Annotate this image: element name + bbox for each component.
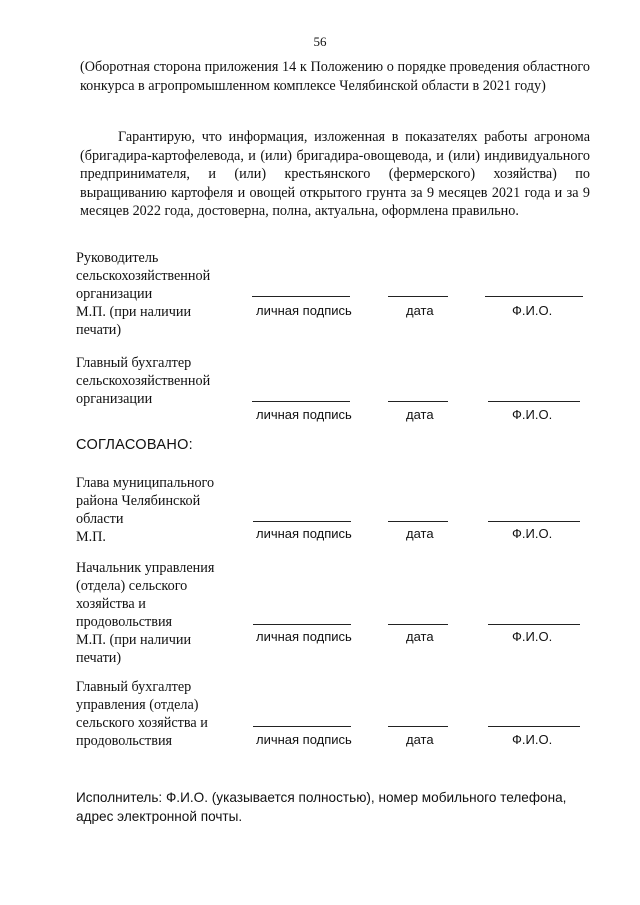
signature-line	[253, 521, 351, 522]
signatory-label-line: (отдела) сельского	[76, 578, 188, 594]
signatory-label-line: Главный бухгалтер	[76, 355, 192, 371]
date-caption: дата	[406, 303, 434, 318]
signature-caption: личная подпись	[256, 526, 352, 541]
date-line	[388, 401, 448, 402]
date-caption: дата	[406, 526, 434, 541]
signatory-label-line: сельскохозяйственной	[76, 373, 211, 389]
signatory-head-of-organization	[76, 249, 246, 339]
appendix-header-note: (Оборотная сторона приложения 14 к Положению о порядке проведения областного конкурса в агропромышленном комплексе Челябинской области в 2021 году)	[80, 59, 590, 94]
signatory-label-line: Главный бухгалтер	[76, 679, 192, 695]
signatory-label-line: печати)	[76, 650, 122, 666]
signatory-department-chief-accountant	[76, 678, 246, 750]
signature-caption: личная подпись	[256, 629, 352, 644]
signatory-department-head	[76, 559, 246, 667]
signatory-label-line: сельского хозяйства и	[76, 715, 208, 731]
name-caption: Ф.И.О.	[512, 407, 553, 422]
signatory-chief-accountant	[76, 354, 246, 408]
signatory-label-line: Руководитель	[76, 250, 159, 266]
signature-line	[252, 401, 350, 402]
signature-line	[253, 624, 351, 625]
name-line	[488, 521, 580, 522]
signature-caption: личная подпись	[256, 303, 352, 318]
name-caption: Ф.И.О.	[512, 303, 553, 318]
signatory-label-line: Начальник управления	[76, 560, 215, 576]
date-line	[388, 521, 448, 522]
signature-line	[252, 296, 350, 297]
signatory-label-line: М.П. (при наличии	[76, 632, 192, 648]
signatory-label-line: хозяйства и	[76, 596, 146, 612]
signatory-municipal-head	[76, 474, 246, 546]
date-caption: дата	[406, 732, 434, 747]
name-caption: Ф.И.О.	[512, 526, 553, 541]
name-line	[488, 401, 580, 402]
signatory-label-line: организации	[76, 391, 153, 407]
page-number: 56	[313, 34, 327, 49]
name-line	[488, 624, 580, 625]
signatory-label-line: печати)	[76, 322, 122, 338]
signatory-label-line: области	[76, 511, 124, 527]
agreed-heading: СОГЛАСОВАНО:	[76, 437, 194, 453]
name-caption: Ф.И.О.	[512, 732, 553, 747]
signatory-label-line: продовольствия	[76, 733, 173, 749]
executor-note: Исполнитель: Ф.И.О. (указывается полностью), номер мобильного телефона, адрес электронной почты.	[76, 790, 567, 824]
signature-line	[253, 726, 351, 727]
signature-caption: личная подпись	[256, 732, 352, 747]
name-caption: Ф.И.О.	[512, 629, 553, 644]
date-caption: дата	[406, 629, 434, 644]
name-line	[485, 296, 583, 297]
date-caption: дата	[406, 407, 434, 422]
signatory-label-line: М.П.	[76, 529, 106, 545]
guarantee-paragraph: Гарантирую, что информация, изложенная в показателях работы агронома (бригадира-картофелевода, и (или) бригадира-овощевода, и (или) индивидуального предпринимателя, и (или) крестьянского (фермерского) хозяйства) по выращиванию картофеля и овощей открытого грунта за 9 месяцев 2021 года и за 9 месяцев 2022 года, достоверна, полна, актуальна, оформлена правильно.	[80, 129, 590, 219]
signatory-label-line: организации	[76, 286, 153, 302]
date-line	[388, 624, 448, 625]
signatory-label-line: М.П. (при наличии	[76, 304, 192, 320]
signature-caption: личная подпись	[256, 407, 352, 422]
signatory-label-line: управления (отдела)	[76, 697, 199, 713]
name-line	[488, 726, 580, 727]
signatory-label-line: продовольствия	[76, 614, 173, 630]
date-line	[388, 726, 448, 727]
signatory-label-line: района Челябинской	[76, 493, 201, 509]
date-line	[388, 296, 448, 297]
signatory-label-line: сельскохозяйственной	[76, 268, 211, 284]
signatory-label-line: Глава муниципального	[76, 475, 215, 491]
